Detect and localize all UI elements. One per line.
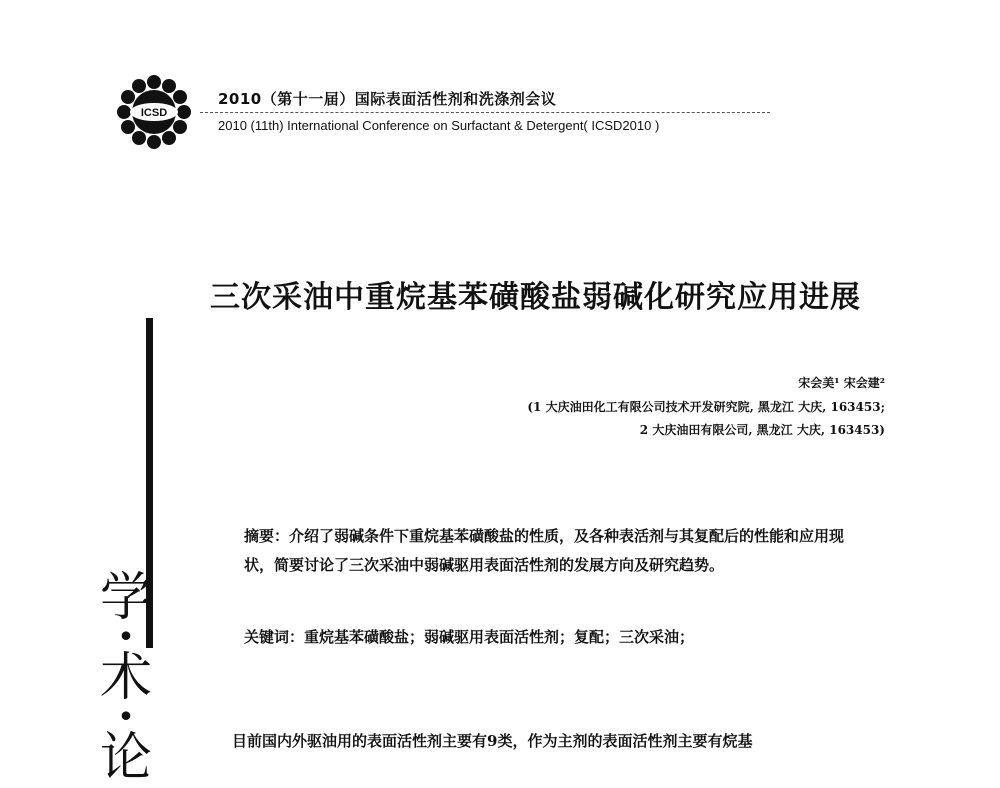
- header-divider: [200, 112, 770, 113]
- abstract: [244, 522, 864, 580]
- keywords-text: 重烷基苯磺酸盐；弱碱驱用表面活性剂；复配；三次采油；: [304, 628, 695, 646]
- side-dot-2: •: [117, 700, 135, 735]
- conference-title-cn: 2010（第十一届）国际表面活性剂和洗涤剂会议: [218, 90, 557, 108]
- side-char-2: 术: [99, 648, 152, 708]
- logo-text: ICSD: [140, 107, 168, 119]
- conference-title-en: 2010 (11th) International Conference on Surfactant & Detergent( ICSD2010 ): [218, 118, 660, 133]
- side-char-1: 学: [99, 568, 152, 628]
- affiliation-2: 2 大庆油田有限公司, 黑龙江 大庆, 163453): [639, 423, 885, 437]
- paper-authors: 宋会美¹ 宋会建²: [798, 376, 885, 390]
- keywords-label: 关键词：: [244, 628, 305, 646]
- abstract-text: 介绍了弱碱条件下重烷基苯磺酸盐的性质，及各种表活剂与其复配后的性能和应用现状，简要讨论了三次采油中弱碱驱用表面活性剂的发展方向及研究趋势。: [244, 527, 845, 574]
- body-first-line: 目前国内外驱油用的表面活性剂主要有9类，作为主剂的表面活性剂主要有烷基: [232, 732, 753, 750]
- side-char-3: 论: [99, 728, 152, 788]
- paper-title: 三次采油中重烷基苯磺酸盐弱碱化研究应用进展: [210, 280, 861, 315]
- keywords: [244, 626, 694, 647]
- abstract-label: 摘要：: [244, 527, 290, 545]
- side-dot-1: •: [117, 620, 135, 655]
- icsd-logo: [114, 72, 194, 152]
- affiliation-1: (1 大庆油田化工有限公司技术开发研究院, 黑龙江 大庆, 163453;: [527, 400, 885, 414]
- side-section-label: [96, 568, 156, 788]
